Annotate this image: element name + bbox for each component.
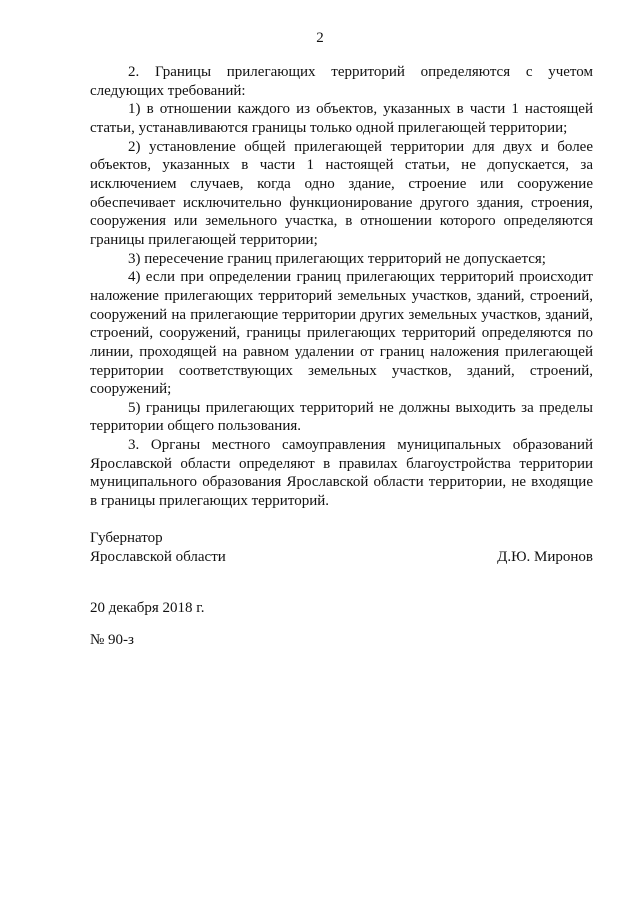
paragraph-section-3: 3. Органы местного самоуправления муниципальных образований Ярославской области определяют в правилах благоустройства территории муниципального образования Ярославской области территории, не входящие в границы прилегающих территорий. <box>90 437 593 510</box>
paragraph-item-1: 1) в отношении каждого из объектов, указанных в части 1 настоящей статьи, устанавливаются границы только одной прилегающей территории; <box>90 101 593 136</box>
signature-block <box>90 529 593 567</box>
paragraph-item-2: 2) установление общей прилегающей территории для двух и более объектов, указанных в части 1 настоящей статьи, не допускается, за исключением случаев, когда одно здание, строение или сооружение обеспечивает исключительно функционирование другого здания, строения, сооружения или земельного участка, в отношении которого определяются границы прилегающей территории; <box>90 138 593 248</box>
paragraph-item-4: 4) если при определении границ прилегающих территорий происходит наложение прилегающих территорий земельных участков, зданий, строений, сооружений на прилегающие территории других земельных участков, зданий, строений, сооружений, границы прилегающих территорий определяются по линии, проходящей на равном удалении от границ наложения прилегающей территории соответствующих земельных участков, зданий, строений, сооружений; <box>90 269 593 398</box>
signatory-title-line1: Губернатор <box>90 530 163 546</box>
paragraph-item-3: 3) пересечение границ прилегающих территорий не допускается; <box>128 250 546 267</box>
document-date: 20 декабря 2018 г. <box>90 600 205 616</box>
signatory-name: Д.Ю. Миронов <box>497 549 593 565</box>
paragraph-section-2: 2. Границы прилегающих территорий определяются с учетом следующих требований: <box>90 64 593 99</box>
paragraph-item-5: 5) границы прилегающих территорий не должны выходить за пределы территории общего пользования. <box>90 399 593 435</box>
page-number: 2 <box>316 30 324 46</box>
signatory-title-line2: Ярославской области <box>90 549 226 565</box>
document-body <box>90 63 593 511</box>
law-number: № 90-з <box>90 632 134 648</box>
signature-line <box>90 548 593 567</box>
